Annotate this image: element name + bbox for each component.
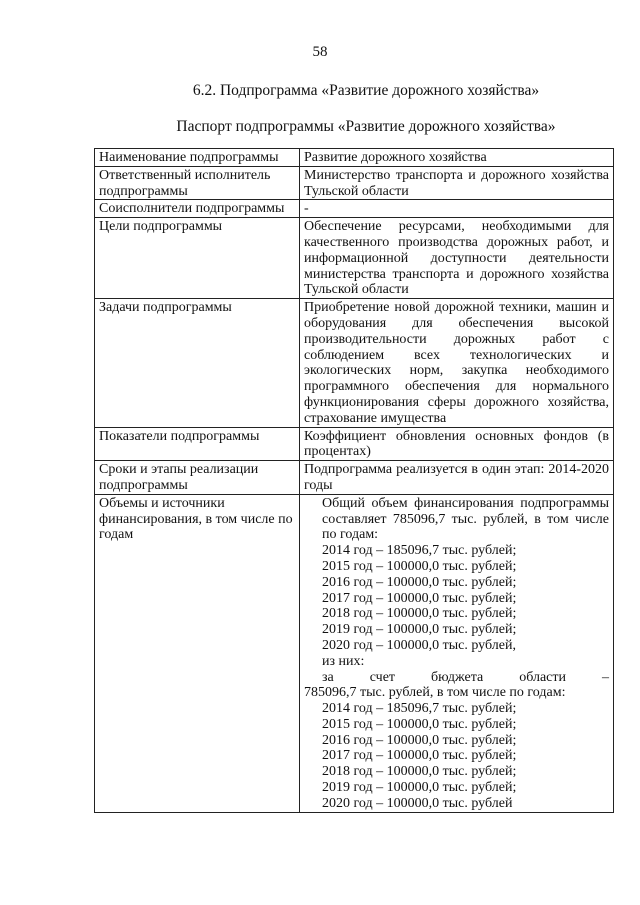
- row-label-name: Наименование подпрограммы: [95, 149, 300, 167]
- funding-total-year-2014: 2014 год – 185096,7 тыс. рублей;: [322, 543, 517, 559]
- row-label-tasks: Задачи подпрограммы: [95, 299, 300, 427]
- page-number: 58: [312, 44, 328, 60]
- row-label-goals: Цели подпрограммы: [95, 218, 300, 299]
- row-label-funding: Объемы и источники финансирования, в том числе по годам: [95, 494, 300, 812]
- row-label-indicators: Показатели подпрограммы: [95, 427, 300, 461]
- funding-total-year-2015: 2015 год – 100000,0 тыс. рублей;: [322, 558, 517, 574]
- row-value-goals: Обеспечение ресурсами, необходимыми для качественного производства дорожных работ, и информационной доступности деятельности министерства транспорта и дорожного хозяйства Тульской области: [300, 218, 614, 299]
- funding-regional-line2: 785096,7 тыс. рублей, в том числе по годам:: [304, 685, 566, 701]
- table-row: [95, 494, 614, 812]
- funding-regional-year-2019: 2019 год – 100000,0 тыс. рублей;: [322, 780, 517, 796]
- funding-total-year-2020: 2020 год – 100000,0 тыс. рублей,: [322, 637, 516, 653]
- row-label-terms: Сроки и этапы реализации подпрограммы: [95, 461, 300, 495]
- table-row: [95, 166, 614, 200]
- row-label-coexecutors: Соисполнители подпрограммы: [95, 200, 300, 218]
- funding-regional-year-2016: 2016 год – 100000,0 тыс. рублей;: [322, 732, 517, 748]
- passport-table: [94, 148, 614, 813]
- table-row: [95, 427, 614, 461]
- funding-intro: Общий объем финансирования подпрограммы составляет 785096,7 тыс. рублей, в том числе по годам:: [322, 495, 609, 543]
- row-label-responsible: Ответственный исполнитель подпрограммы: [95, 166, 300, 200]
- row-value-terms: Подпрограмма реализуется в один этап: 2014-2020 годы: [300, 461, 614, 495]
- funding-regional-year-2018: 2018 год – 100000,0 тыс. рублей;: [322, 764, 517, 780]
- funding-regional-year-2014: 2014 год – 185096,7 тыс. рублей;: [322, 701, 517, 717]
- funding-regional-year-2020: 2020 год – 100000,0 тыс. рублей: [322, 795, 513, 811]
- funding-total-year-2016: 2016 год – 100000,0 тыс. рублей;: [322, 574, 517, 590]
- table-row: [95, 461, 614, 495]
- funding-total-year-2018: 2018 год – 100000,0 тыс. рублей;: [322, 606, 517, 622]
- funding-regional-year-2015: 2015 год – 100000,0 тыс. рублей;: [322, 716, 517, 732]
- funding-total-year-2017: 2017 год – 100000,0 тыс. рублей;: [322, 590, 517, 606]
- row-value-funding: [300, 494, 614, 812]
- table-row: [95, 218, 614, 299]
- table-row: [95, 200, 614, 218]
- row-value-responsible: Министерство транспорта и дорожного хозяйства Тульской области: [300, 166, 614, 200]
- funding-regional-year-2017: 2017 год – 100000,0 тыс. рублей;: [322, 748, 517, 764]
- table-row: [95, 299, 614, 427]
- funding-from-them: из них:: [322, 653, 365, 669]
- row-value-indicators: Коэффициент обновления основных фондов (в процентах): [300, 427, 614, 461]
- row-value-coexecutors: -: [300, 200, 614, 218]
- section-title: 6.2. Подпрограмма «Развитие дорожного хозяйства»: [192, 82, 540, 99]
- passport-title: Паспорт подпрограммы «Развитие дорожного хозяйства»: [176, 118, 556, 135]
- funding-total-year-2019: 2019 год – 100000,0 тыс. рублей;: [322, 622, 517, 638]
- row-value-tasks: Приобретение новой дорожной техники, машин и оборудования для обеспечения высокой производительности дорожных работ с соблюдением всех технологических и экологических норм, закупка необходимого программного обеспечения для нормального функционирования сферы дорожного хозяйства, страхование имущества: [300, 299, 614, 427]
- funding-regional-line1: за счет бюджета области –: [322, 669, 609, 685]
- row-value-name: Развитие дорожного хозяйства: [300, 149, 614, 167]
- table-row: [95, 149, 614, 167]
